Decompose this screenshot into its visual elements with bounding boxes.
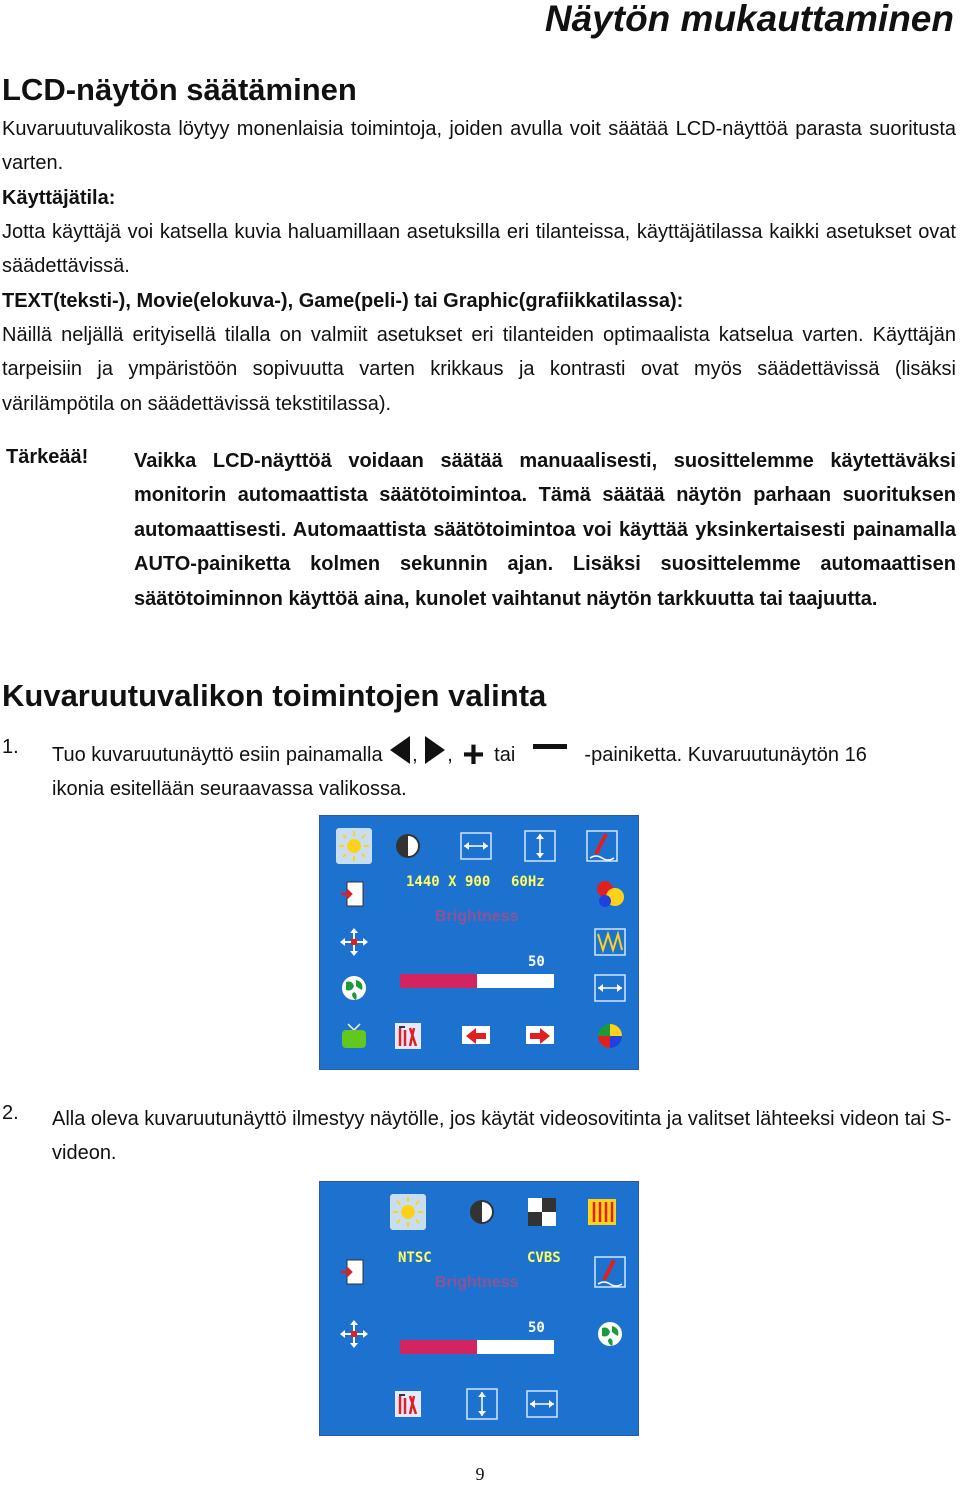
osd1-level-bar (400, 974, 554, 988)
modes-title: TEXT(teksti-), Movie(elokuva-), Game(peli-) tai Graphic(grafiikkatilassa): (2, 290, 684, 312)
sharpness-icon (584, 828, 620, 864)
osd2-item-label: Brightness (435, 1274, 519, 1291)
osd-menu-video (319, 1181, 639, 1436)
item1-sep1: , (412, 744, 418, 766)
saturation-icon (524, 1194, 560, 1230)
phase-icon (592, 924, 628, 960)
osd2-level-fill (400, 1340, 477, 1354)
osd-menu-pc (319, 815, 639, 1070)
tv-icon (336, 1018, 372, 1054)
h-position-icon (458, 828, 494, 864)
list-item-1 (52, 736, 956, 807)
brightness-icon (336, 828, 372, 864)
sharpness-icon (592, 1254, 628, 1290)
h-position-icon (524, 1386, 560, 1422)
modes-paragraph: Näillä neljällä erityisellä tilalla on valmiit asetukset eri tilanteiden optimaalista katselua varten. Käyttäjän tarpeisiin ja ympäristöön sopivuutta varten krikkaus ja kontrasti ovat myös säädettävissä (lisäksi värilämpötila on säädettävissä tekstitilassa). (2, 324, 956, 415)
page-header-title: Näytön mukauttaminen (544, 0, 954, 39)
tools-icon (390, 1018, 426, 1054)
item1-sep2: , (447, 744, 453, 766)
important-paragraph: Vaikka LCD-näyttöä voidaan säätää manuaalisesti, suosittelemme käytettäväksi monitorin automaattista säätötoimintoa. Tämä säätää näytön parhaan suorituksen automaattisesti. Automaattista säätötoimintoa voi käyttää yksinkertaisesti painamalla AUTO-painiketta kolmen sekunnin ajan. Lisäksi suosittelemme automaattisen säätötoiminnon käyttöä aina, kunolet vaihtanut näytön tarkkuutta tai taajuutta. (134, 450, 956, 610)
v-position-icon (464, 1386, 500, 1422)
intro-paragraph: Kuvaruutuvalikosta löytyy monenlaisia toimintoja, joiden avulla voit säätää LCD-näyttöä parasta suoritusta varten. (2, 118, 956, 175)
tools-icon (390, 1386, 426, 1422)
v-position-icon (522, 828, 558, 864)
osd2-level-bar (400, 1340, 554, 1354)
list-number-2: 2. (2, 1102, 19, 1124)
contrast-icon (390, 828, 426, 864)
item1-text-pre: Tuo kuvaruutunäyttö esiin painamalla (52, 744, 383, 766)
item1-text-post: -painiketta. Kuvaruutunäytön 16 (584, 744, 867, 766)
language-icon (592, 1316, 628, 1352)
osd2-value: 50 (528, 1320, 545, 1336)
left-arrow-icon (390, 736, 410, 764)
reset-icon (458, 1018, 494, 1054)
brightness-icon (390, 1194, 426, 1230)
osd1-level-fill (400, 974, 477, 988)
osd2-signal: NTSC (398, 1250, 432, 1266)
osd1-frequency: 60Hz (511, 874, 545, 890)
plus-icon: + (462, 734, 485, 776)
osd1-item-label: Brightness (435, 908, 519, 925)
contrast-icon (464, 1194, 500, 1230)
color-icon (592, 876, 628, 912)
osd-position-icon (336, 924, 372, 960)
clock-icon (592, 970, 628, 1006)
section-heading-lcd: LCD-näytön säätäminen (2, 72, 357, 107)
osd2-source: CVBS (527, 1250, 561, 1266)
language-icon (336, 970, 372, 1006)
item1-line2: ikonia esitellään seuraavassa valikossa. (52, 778, 407, 801)
exit-icon (336, 1254, 372, 1290)
minus-icon (533, 744, 567, 749)
auto-adjust-icon (522, 1018, 558, 1054)
exit-icon (336, 876, 372, 912)
color-temp-icon (592, 1018, 628, 1054)
osd1-value: 50 (528, 954, 545, 970)
user-mode-title: Käyttäjätila: (2, 187, 116, 209)
right-arrow-icon (425, 736, 445, 764)
page-number: 9 (475, 1464, 485, 1484)
section-heading-osd: Kuvaruutuvalikon toimintojen valinta (2, 678, 547, 713)
item1-or: tai (494, 744, 516, 766)
list-number-1: 1. (2, 736, 19, 758)
osd1-resolution: 1440 X 900 (406, 874, 491, 890)
hue-icon (584, 1194, 620, 1230)
user-mode-paragraph: Jotta käyttäjä voi katsella kuvia haluamillaan asetuksilla eri tilanteissa, käyttäjätilassa kaikki asetukset ovat säädettävissä. (2, 221, 956, 278)
important-label: Tärkeää! (6, 446, 89, 468)
osd-position-icon (336, 1316, 372, 1352)
list-item-2: Alla oleva kuvaruutunäyttö ilmestyy näytölle, jos käytät videosovitinta ja valitset lähteeksi videon tai S-videon. (52, 1108, 952, 1165)
